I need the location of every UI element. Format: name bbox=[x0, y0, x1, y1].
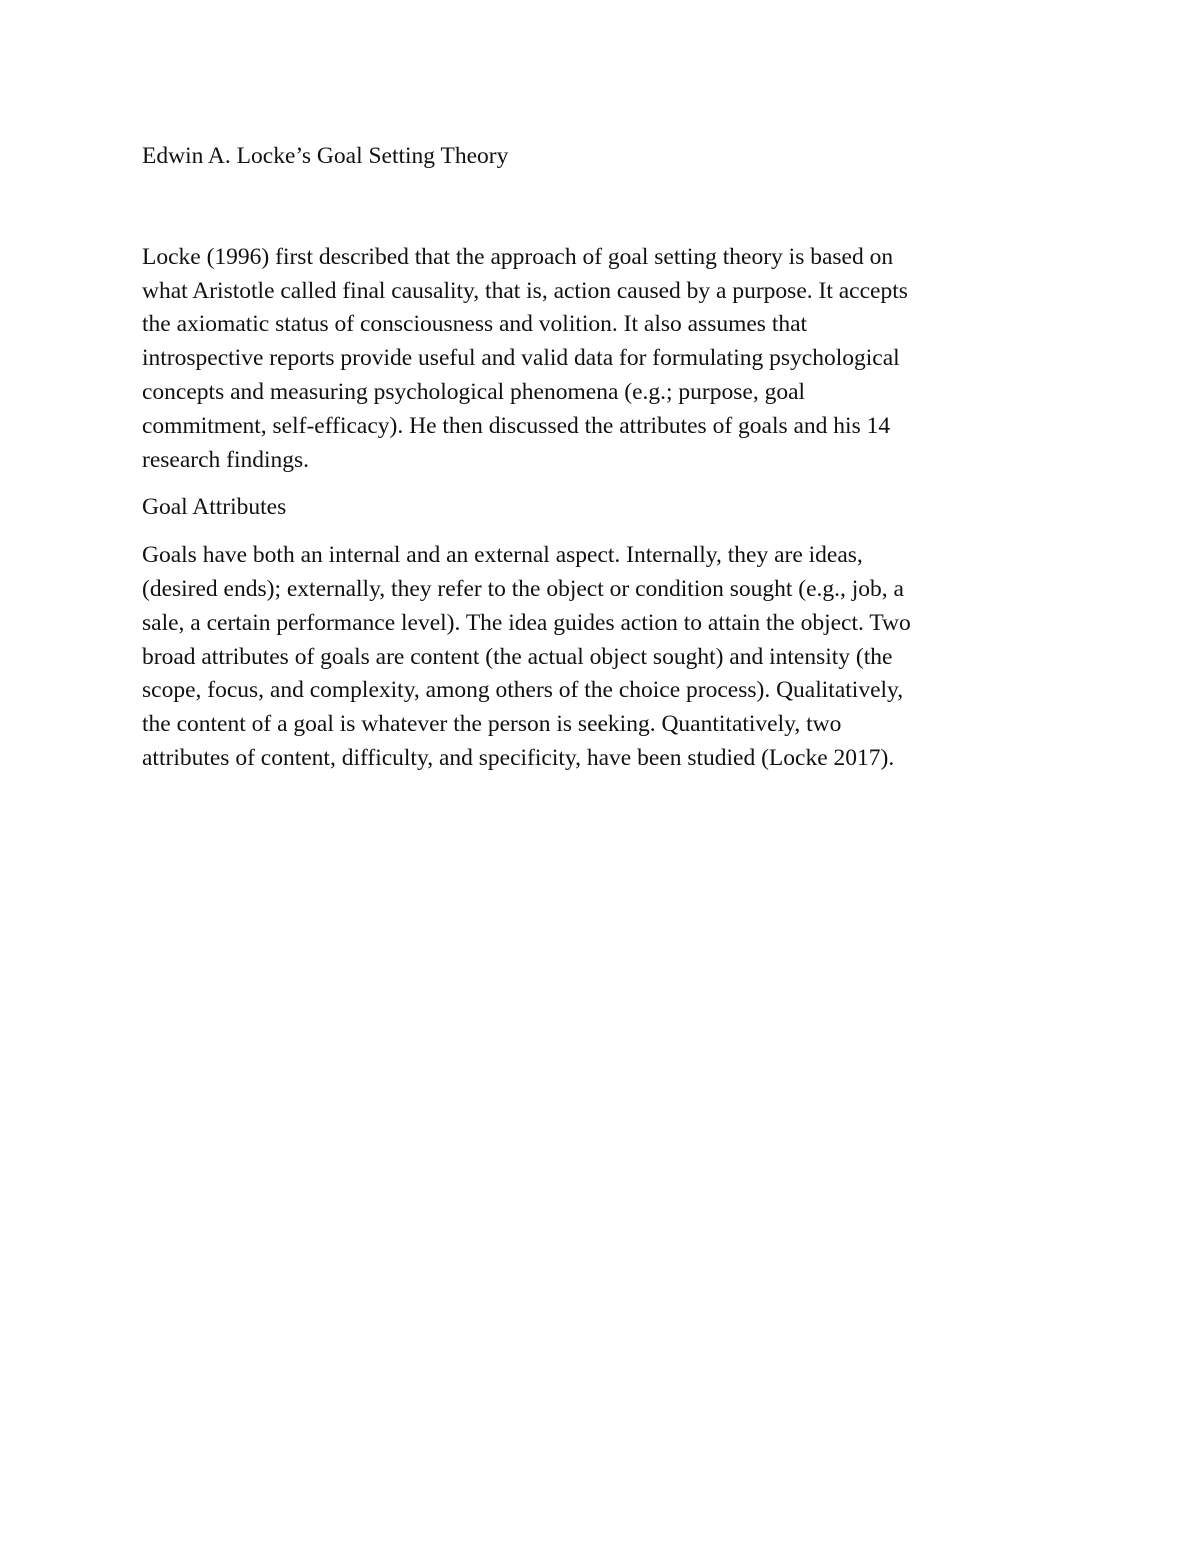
text-line: Goals have both an internal and an external aspect. Internally, they are ideas, bbox=[142, 542, 863, 569]
text-line: broad attributes of goals are content (the actual object sought) and intensity (the bbox=[142, 643, 893, 670]
text-line: introspective reports provide useful and valid data for formulating psychological bbox=[142, 345, 900, 372]
paragraph-intro bbox=[142, 241, 1052, 478]
text-line: the content of a goal is whatever the person is seeking. Quantitatively, two bbox=[142, 711, 842, 738]
document-title: Edwin A. Locke’s Goal Setting Theory bbox=[142, 143, 509, 169]
text-line: (desired ends); externally, they refer to the object or condition sought (e.g., job, a bbox=[142, 575, 904, 602]
text-line: concepts and measuring psychological phenomena (e.g.; purpose, goal bbox=[142, 378, 806, 405]
text-line: scope, focus, and complexity, among others of the choice process). Qualitatively, bbox=[142, 677, 904, 704]
document-body bbox=[142, 140, 1052, 790]
text-line: the axiomatic status of consciousness and volition. It also assumes that bbox=[142, 311, 808, 338]
text-line: commitment, self-efficacy). He then discussed the attributes of goals and his 14 bbox=[142, 412, 891, 439]
text-line: sale, a certain performance level). The idea guides action to attain the object. Two bbox=[142, 609, 911, 636]
text-line: attributes of content, difficulty, and specificity, have been studied (Locke 2017). bbox=[142, 744, 895, 771]
text-line: what Aristotle called final causality, that is, action caused by a purpose. It accepts bbox=[142, 277, 908, 304]
paragraph-goal-attributes bbox=[142, 539, 1052, 776]
text-line: research findings. bbox=[142, 446, 310, 473]
section-heading: Goal Attributes bbox=[142, 494, 287, 521]
text-line: Locke (1996) first described that the approach of goal setting theory is based on bbox=[142, 243, 894, 270]
